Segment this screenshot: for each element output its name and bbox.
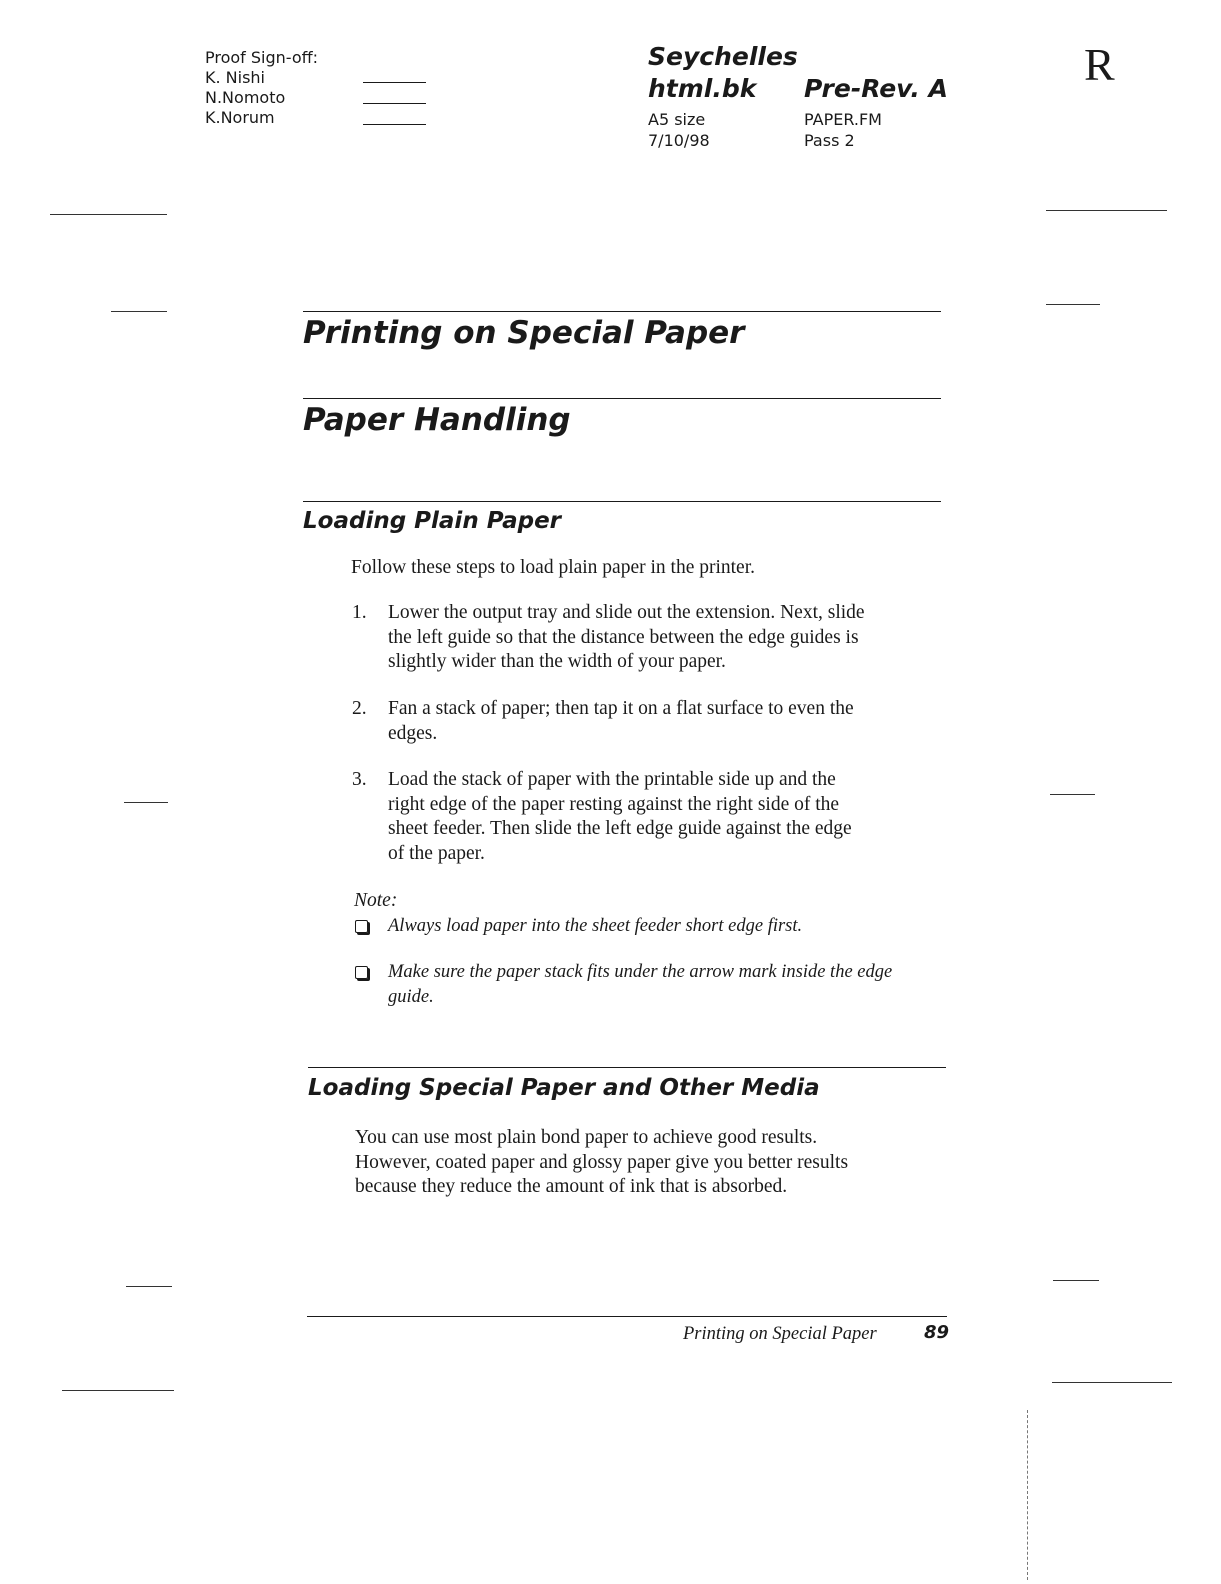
proof-signoff-block: [205, 48, 318, 128]
note-item-2: [388, 960, 948, 1009]
chapter-rule: [303, 311, 941, 312]
note-line: Always load paper into the sheet feeder short edge first.: [388, 916, 803, 936]
page-number: 89: [924, 1322, 950, 1343]
step-line: slightly wider than the width of your paper.: [388, 651, 726, 672]
signoff-line-2: [363, 103, 426, 104]
step-number: 3.: [352, 769, 367, 790]
running-footer-title: Printing on Special Paper: [683, 1324, 877, 1344]
corner-letter: R: [1084, 39, 1115, 90]
signoff-title: Proof Sign-off:: [205, 48, 319, 67]
subsection-rule: [303, 501, 941, 502]
step-2: [352, 697, 978, 746]
step-line: the left guide so that the distance between the edge guides is: [388, 626, 859, 648]
crop-mark: [1050, 794, 1095, 795]
signoff-name-3: K.Norum: [205, 108, 275, 127]
section-title: Paper Handling: [303, 402, 571, 438]
crop-mark: [62, 1390, 174, 1391]
crop-mark: [1046, 304, 1100, 305]
subsection-rule: [308, 1067, 946, 1068]
footer-rule: [307, 1316, 947, 1317]
intro-paragraph: Follow these steps to load plain paper in the printer.: [351, 557, 756, 578]
note-label: Note:: [354, 890, 398, 911]
paragraph-line: You can use most plain bond paper to achieve good results.: [355, 1127, 818, 1148]
step-line: Lower the output tray and slide out the extension. Next, slide: [388, 602, 865, 623]
step-3: [352, 768, 978, 866]
special-paper-paragraph: [355, 1126, 955, 1200]
file-name: PAPER.FM: [804, 110, 882, 129]
pass-label: Pass 2: [804, 131, 855, 150]
paper-size: A5 size: [648, 110, 706, 129]
note-item-1: [388, 914, 948, 939]
step-line: edges.: [388, 722, 438, 744]
crop-mark: [111, 311, 167, 312]
crop-mark: [1053, 1280, 1099, 1281]
step-line: sheet feeder. Then slide the left edge guide against the edge: [388, 818, 852, 839]
product-name: Seychelles: [648, 42, 798, 71]
crop-mark: [1046, 210, 1167, 211]
note-line: Make sure the paper stack fits under the arrow mark inside the edge: [388, 962, 893, 982]
revision-label: Pre-Rev. A: [804, 74, 948, 103]
step-line: Fan a stack of paper; then tap it on a flat surface to even the: [388, 698, 854, 719]
signoff-line-1: [363, 82, 426, 83]
note-line: guide.: [388, 986, 434, 1007]
crop-mark: [126, 1286, 172, 1287]
step-1: [352, 601, 978, 675]
subsection-title-special-paper: Loading Special Paper and Other Media: [308, 1075, 820, 1101]
paragraph-line: because they reduce the amount of ink that is absorbed.: [355, 1176, 788, 1197]
bullet-box-icon: [355, 966, 368, 979]
step-number: 1.: [352, 602, 367, 623]
step-number: 2.: [352, 698, 367, 719]
paragraph-line: However, coated paper and glossy paper give you better results: [355, 1151, 849, 1173]
step-line: Load the stack of paper with the printable side up and the: [388, 769, 836, 790]
step-line: of the paper.: [388, 842, 485, 864]
subsection-title-plain-paper: Loading Plain Paper: [303, 508, 562, 534]
bullet-box-icon: [355, 920, 368, 933]
section-rule: [303, 398, 941, 399]
signoff-line-3: [363, 124, 426, 125]
chapter-title: Printing on Special Paper: [303, 315, 745, 351]
crop-mark: [124, 802, 168, 803]
signoff-name-2: N.Nomoto: [205, 88, 286, 107]
proof-date: 7/10/98: [648, 131, 710, 150]
book-name: html.bk: [648, 74, 757, 103]
step-line: right edge of the paper resting against the right side of the: [388, 793, 840, 815]
crop-mark: [1052, 1382, 1172, 1383]
signoff-name-1: K. Nishi: [205, 68, 265, 87]
crop-mark: [1027, 1410, 1028, 1580]
crop-mark: [50, 214, 167, 215]
